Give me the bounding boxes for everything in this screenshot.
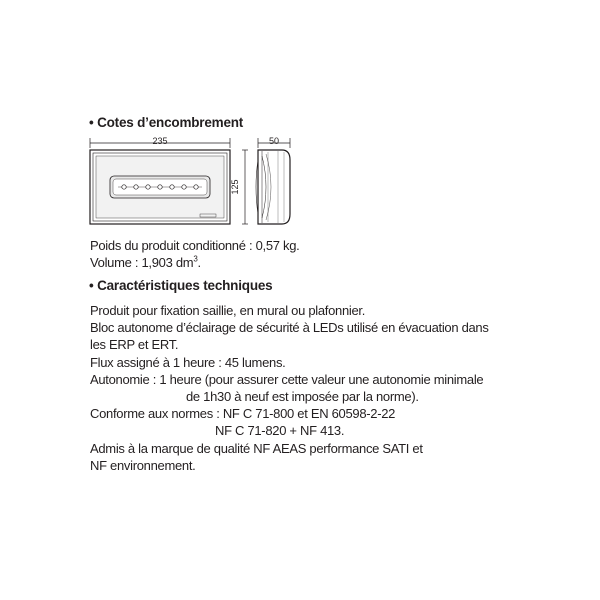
spec-line: Flux assigné à 1 heure : 45 lumens. — [90, 354, 286, 370]
side-view — [256, 150, 290, 224]
dimension-drawing — [86, 134, 306, 230]
depth-label: 50 — [268, 136, 280, 146]
specs-heading: • Caractéristiques techniques — [89, 278, 273, 293]
volume-line: Volume : 1,903 $dm^3$. — [90, 254, 201, 271]
weight-line: Poids du produit conditionné : 0,57 kg. — [90, 238, 300, 253]
product-weight-block — [90, 237, 299, 271]
dimensions-heading: • Cotes d’encombrement — [89, 115, 244, 130]
spec-line: Admis à la marque de qualité NF AEAS performance SATI et — [90, 440, 423, 456]
height-dimension — [242, 150, 248, 224]
spec-line: NF C 71-820 + NF 413. — [215, 423, 345, 439]
specs-block — [90, 302, 489, 474]
spec-line: NF environnement. — [90, 457, 196, 473]
spec-line: de 1h30 à neuf est imposée par la norme). — [186, 388, 419, 404]
spec-line: Bloc autonome d’éclairage de sécurité à LEDs utilisé en évacuation dans — [90, 320, 489, 336]
spec-line: Autonomie : 1 heure (pour assurer cette valeur une autonomie minimale — [90, 371, 484, 387]
spec-line: les ERP et ERT. — [90, 337, 179, 353]
spec-line: Conforme aux normes : NF C 71-800 et EN 60598-2-22 — [90, 406, 396, 422]
spec-line: Produit pour fixation saillie, en mural ou plafonnier. — [90, 303, 366, 318]
width-label: 235 — [152, 136, 168, 146]
height-label: 125 — [230, 179, 240, 195]
